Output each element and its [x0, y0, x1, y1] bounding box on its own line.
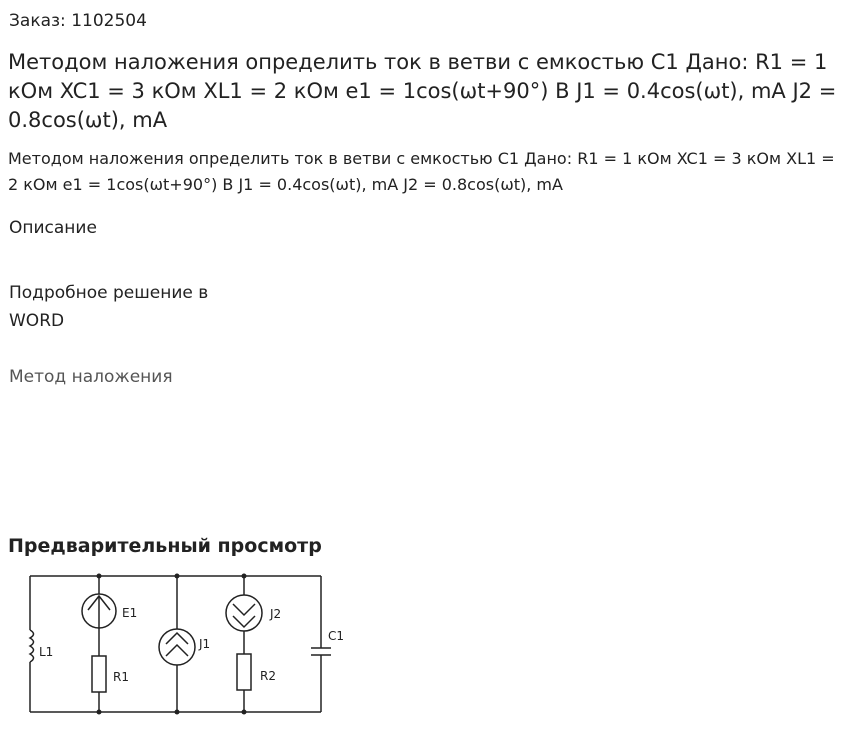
task-text: Методом наложения определить ток в ветви с емкостью С1 Дано: R1 = 1 кОм XC1 = 3 кОм XL1 = 2 кОм e1 = 1cos(ωt+90°) В J1 = 0.4cos(ωt), mA J2 = 0.8cos(ωt), mA	[8, 149, 835, 194]
order-number: 1102504	[71, 11, 147, 31]
j1-arrow-upper	[166, 633, 188, 644]
label-e1: E1	[122, 606, 138, 620]
circuit-preview-image	[8, 570, 348, 730]
label-j1: J1	[199, 637, 211, 651]
label-c1: C1	[328, 629, 345, 643]
node-dot	[242, 710, 247, 715]
j2-arrow-upper	[233, 604, 255, 615]
j2-arrow-lower	[233, 616, 255, 627]
label-j2: J2	[270, 607, 282, 621]
method-tag[interactable]: Метод наложения	[9, 367, 173, 387]
label-r2: R2	[260, 669, 276, 683]
node-dot	[175, 574, 180, 579]
node-dot	[242, 574, 247, 579]
order-label: Заказ:	[9, 11, 66, 31]
current-source-j1-symbol	[159, 629, 195, 665]
preview-heading: Предварительный просмотр	[8, 535, 322, 557]
inductor-l1-symbol	[30, 630, 34, 662]
node-dot	[97, 710, 102, 715]
label-r1: R1	[113, 670, 129, 684]
resistor-r2-symbol	[237, 654, 251, 690]
task-title: Методом наложения определить ток в ветви с емкостью С1 Дано: R1 = 1 кОм XC1 = 3 кОм XL1 = 2 кОм e1 = 1cos(ωt+90°) В J1 = 0.4cos(ωt), mA J2 = 0.8cos(ωt), mA	[8, 50, 837, 132]
description-body: Подробное решение в WORD	[9, 283, 209, 331]
order-line	[9, 10, 147, 32]
node-dot	[97, 574, 102, 579]
label-l1: L1	[39, 645, 54, 659]
description-heading: Описание	[9, 218, 97, 238]
j1-arrow-lower	[166, 645, 188, 656]
node-dot	[175, 710, 180, 715]
current-source-j2-symbol	[226, 595, 262, 631]
circuit-diagram	[8, 570, 348, 730]
resistor-r1-symbol	[92, 656, 106, 692]
